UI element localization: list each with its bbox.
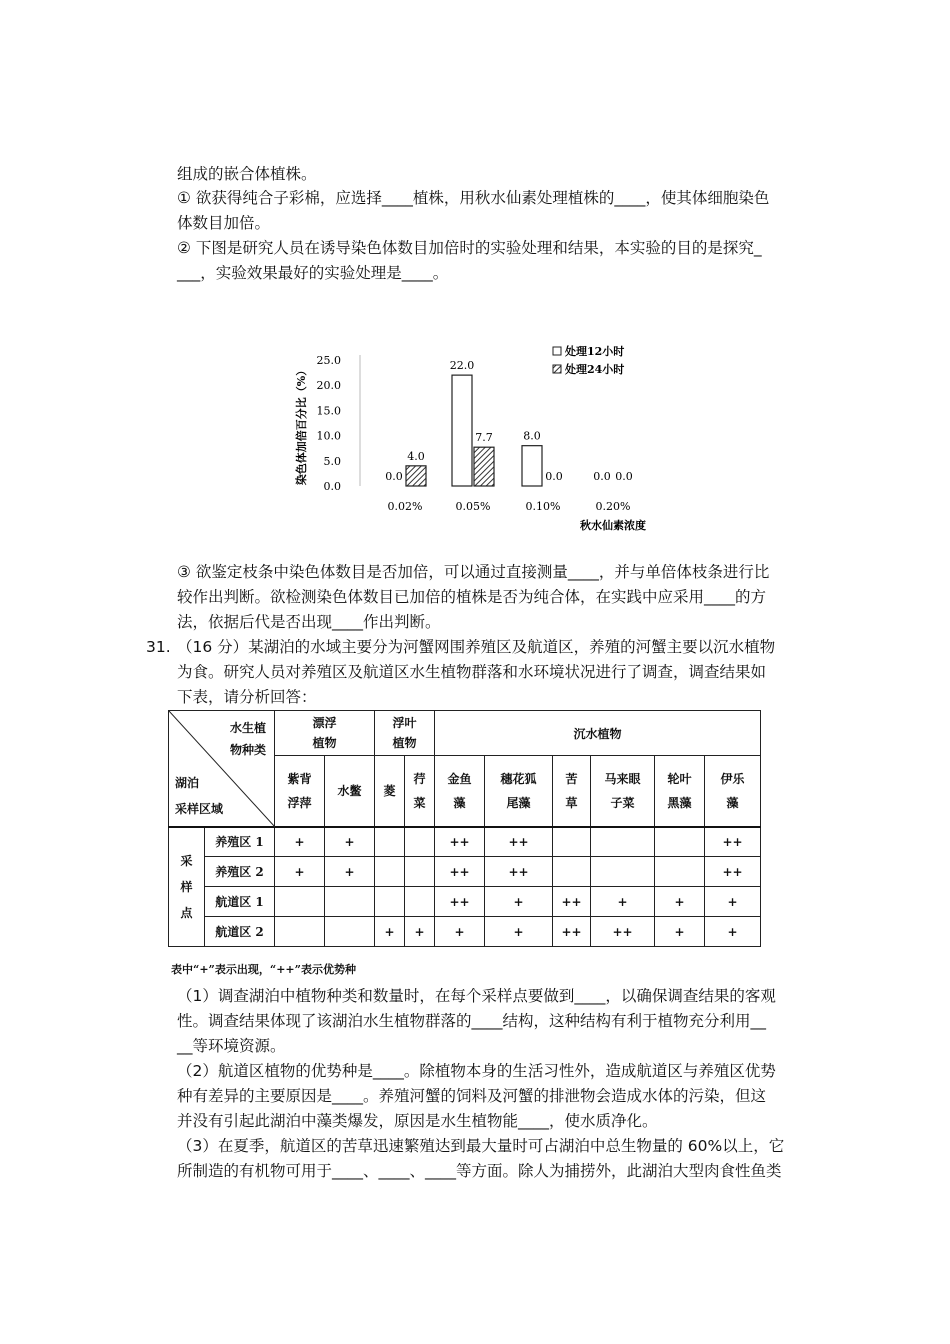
text-line: ___，实验效果最好的实验处理是____。 — [177, 264, 449, 282]
table-cell — [655, 857, 705, 887]
bar-label-12h: 22.0 — [449, 359, 475, 373]
text-line: （3）在夏季，航道区的苦草迅速繁殖达到最大量时可占湖泊中总生物量的 60%以上，它 — [177, 1137, 785, 1155]
text-line: 下表，请分析回答： — [177, 688, 317, 706]
text-line: 种有差异的主要原因是____。养殖河蟹的饲料及河蟹的排泄物会造成水体的污染，但这 — [177, 1087, 767, 1105]
species-header: 伊乐 藻 — [705, 756, 761, 827]
corner-header-cell: 水生植 物种类 湖泊 采样区域 — [169, 711, 275, 827]
y-tick-label: 15.0 — [316, 404, 341, 418]
bar-label-24h: 0.0 — [545, 470, 563, 483]
corner-species-label: 水生植 — [229, 721, 266, 735]
species-header: 紫背 浮萍 — [275, 756, 325, 827]
table-cell: + — [325, 857, 375, 887]
table-cell — [325, 887, 375, 917]
x-axis-label: 秋水仙素浓度 — [580, 519, 646, 532]
table-cell: ++ — [485, 857, 553, 887]
bar-24h — [474, 447, 494, 486]
table-cell — [591, 827, 655, 857]
row-label: 养殖区 2 — [205, 857, 275, 887]
table-cell: ++ — [435, 827, 485, 857]
x-tick-label: 0.20% — [595, 500, 631, 513]
table-cell: ++ — [591, 917, 655, 947]
table-cell: + — [275, 827, 325, 857]
table-cell: + — [485, 917, 553, 947]
text-line: （1）调查湖泊中植物种类和数量时，在每个采样点要做到____，以确保调查结果的客观 — [177, 987, 776, 1005]
bar-label-24h: 0.0 — [615, 470, 633, 483]
group-floating-leaf-plants: 浮叶 植物 — [375, 711, 435, 756]
table-cell: ++ — [705, 857, 761, 887]
bar-12h — [522, 446, 542, 486]
text-line: 较作出判断。欲检测染色体数目已加倍的植株是否为纯合体，在实践中应采用____的方 — [177, 588, 767, 606]
text-line: ① 欲获得纯合子彩棉，应选择____植株，用秋水仙素处理植株的____，使其体细胞染色 — [177, 189, 770, 207]
table-cell — [405, 827, 435, 857]
table-cell: + — [591, 887, 655, 917]
legend-swatch-24h — [553, 365, 561, 373]
table-cell — [591, 857, 655, 887]
table-cell — [553, 857, 591, 887]
table-cell: + — [705, 887, 761, 917]
row-label: 航道区 2 — [205, 917, 275, 947]
plant-survey-table — [168, 710, 761, 947]
table-row — [169, 887, 761, 917]
row-label: 航道区 1 — [205, 887, 275, 917]
species-header: 马来眼 子菜 — [591, 756, 655, 827]
x-tick-label: 0.10% — [525, 500, 561, 513]
text-line: 法，依据后代是否出现____作出判断。 — [177, 613, 441, 631]
table-cell: + — [375, 917, 405, 947]
table-cell: ++ — [485, 827, 553, 857]
table-cell — [553, 827, 591, 857]
bar-label-12h: 0.0 — [385, 470, 403, 483]
table-cell — [375, 857, 405, 887]
bar-label-24h: 7.7 — [475, 431, 493, 445]
sampling-point-label: 采 样 点 — [169, 827, 205, 947]
table-note: 表中“+”表示出现，“++”表示优势种 — [171, 963, 356, 976]
species-header: 穗花狐 尾藻 — [485, 756, 553, 827]
table-cell: + — [325, 827, 375, 857]
group-submerged-plants: 沉水植物 — [435, 711, 761, 756]
text-line: __等环境资源。 — [177, 1037, 286, 1055]
y-tick-label: 5.0 — [323, 454, 341, 468]
table-row — [169, 827, 761, 857]
bar-label-12h: 8.0 — [523, 429, 541, 443]
species-header: 菱 — [375, 756, 405, 827]
text-line: （2）航道区植物的优势种是____。除植物本身的生活习性外，造成航道区与养殖区优势 — [177, 1062, 776, 1080]
species-header: 轮叶 黑藻 — [655, 756, 705, 827]
species-header: 水鳖 — [325, 756, 375, 827]
text-line: 为食。研究人员对养殖区及航道区水生植物群落和水环境状况进行了调查，调查结果如 — [177, 663, 767, 681]
y-tick-label: 10.0 — [316, 429, 341, 443]
bar-24h — [406, 466, 426, 486]
bar-12h — [452, 375, 472, 486]
table-cell — [375, 887, 405, 917]
table-cell — [275, 917, 325, 947]
species-header: 金鱼 藻 — [435, 756, 485, 827]
table-cell: + — [485, 887, 553, 917]
table-cell: ++ — [705, 827, 761, 857]
table-cell: + — [655, 887, 705, 917]
table-cell: + — [435, 917, 485, 947]
y-tick-label: 0.0 — [323, 480, 341, 493]
text-line: 所制造的有机物可用于____、____、____等方面。除人为捕捞外，此湖泊大型肉食性鱼类 — [177, 1162, 782, 1180]
table-cell — [405, 887, 435, 917]
table-cell: ++ — [435, 857, 485, 887]
legend-label-12h: 处理12小时 — [565, 345, 625, 358]
text-line: 组成的嵌合体植株。 — [177, 165, 317, 183]
group-floating-plants: 漂浮 植物 — [275, 711, 375, 756]
bar-label-12h: 0.0 — [593, 470, 611, 483]
table-cell: ++ — [435, 887, 485, 917]
table-cell — [655, 827, 705, 857]
table-cell: + — [655, 917, 705, 947]
table-cell: + — [275, 857, 325, 887]
y-tick-label: 25.0 — [316, 354, 341, 367]
row-label: 养殖区 1 — [205, 827, 275, 857]
legend-label-24h: 处理24小时 — [565, 363, 625, 376]
x-tick-label: 0.05% — [455, 500, 491, 513]
y-axis-label: 染色体加倍百分比（%） — [295, 364, 308, 486]
table-cell — [405, 857, 435, 887]
table-cell: + — [705, 917, 761, 947]
y-tick-label: 20.0 — [316, 379, 341, 393]
legend-swatch-12h — [553, 347, 561, 355]
table-row — [169, 917, 761, 947]
table-cell: ++ — [553, 887, 591, 917]
bar-label-24h: 4.0 — [407, 449, 425, 463]
text-line: 并没有引起此湖泊中藻类爆发，原因是水生植物能____，使水质净化。 — [177, 1112, 658, 1130]
text-line: （16 分）某湖泊的水域主要分为河蟹网围养殖区及航道区，养殖的河蟹主要以沉水植物 — [177, 638, 776, 656]
table-cell: + — [405, 917, 435, 947]
species-header: 荇 菜 — [405, 756, 435, 827]
x-tick-label: 0.02% — [387, 500, 423, 513]
corner-region-label: 湖泊 — [175, 775, 200, 790]
bar-chart — [285, 330, 665, 540]
table-cell — [325, 917, 375, 947]
table-cell — [275, 887, 325, 917]
text-line: 性。调查结果体现了该湖泊水生植物群落的____结构，这种结构有利于植物充分利用__ — [177, 1012, 767, 1030]
table-cell — [375, 827, 405, 857]
table-row — [169, 857, 761, 887]
species-header: 苦 草 — [553, 756, 591, 827]
text-line: ② 下图是研究人员在诱导染色体数目加倍时的实验处理和结果，本实验的目的是探究_ — [177, 239, 762, 257]
text-line: ③ 欲鉴定枝条中染色体数目是否加倍，可以通过直接测量____，并与单倍体枝条进行比 — [177, 563, 770, 581]
question-number: 31. — [146, 638, 171, 656]
table-cell: ++ — [553, 917, 591, 947]
text-line: 体数目加倍。 — [177, 214, 271, 232]
